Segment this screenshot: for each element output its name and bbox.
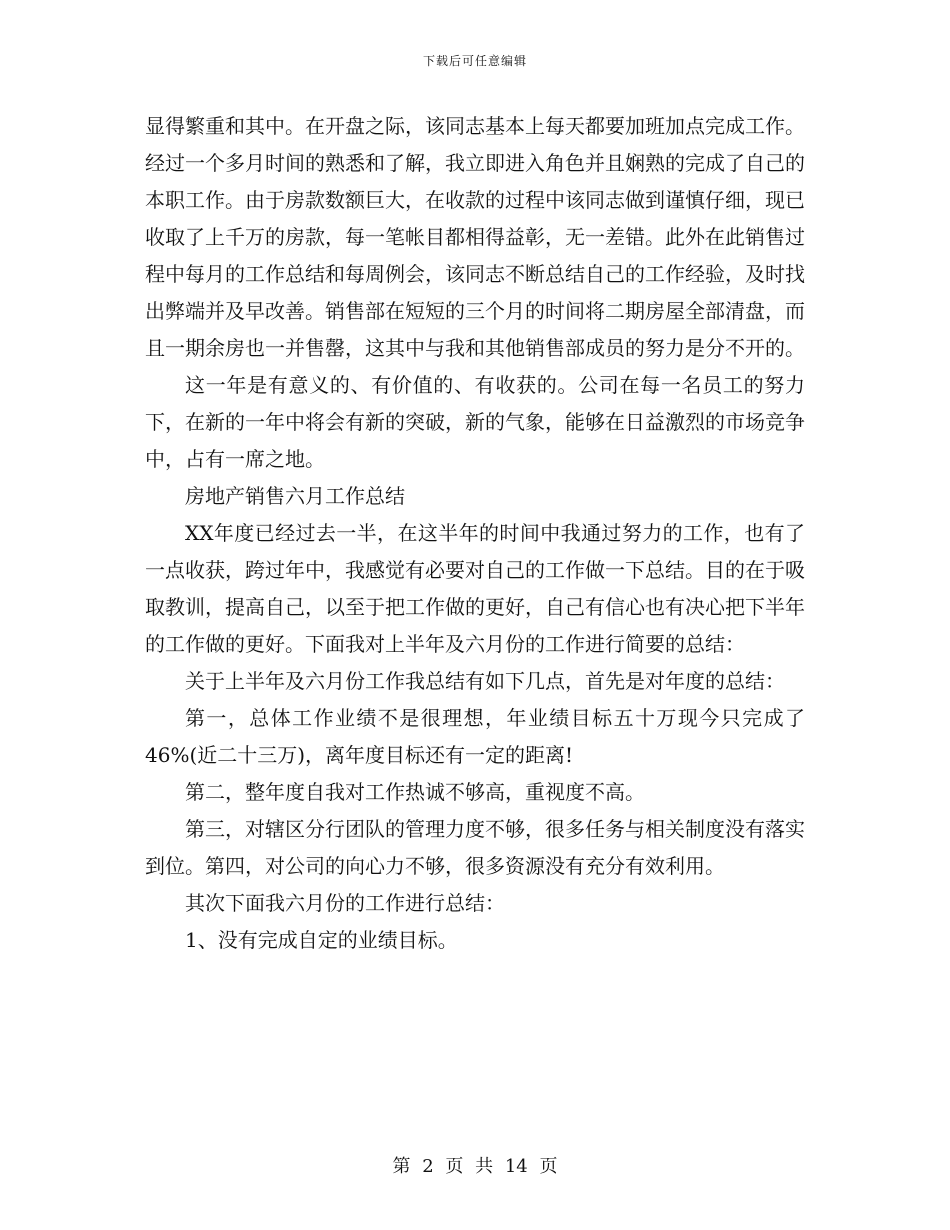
paragraph-year-summary: 这一年是有意义的、有价值的、有收获的。公司在每一名员工的努力下，在新的一年中将会有新的突破，新的气象，能够在日益激烈的市场竞争中，占有一席之地。 xyxy=(145,373,805,471)
paragraph-point-1: 第一，总体工作业绩不是很理想，年业绩目标五十万现今只完成了46%(近二十三万)，离年度目标还有一定的距离! xyxy=(145,706,805,767)
paragraph-intro: XX年度已经过去一半，在这半年的时间中我通过努力的工作，也有了一点收获，跨过年中，我感觉有必要对自己的工作做一下总结。目的在于吸取教训，提高自己，以至于把工作做的更好，自己有信心也有决心把下半年的工作做的更好。下面我对上半年及六月份的工作进行简要的总结： xyxy=(145,521,805,656)
paragraph-point-3-4: 第三，对辖区分行团队的管理力度不够，很多任务与相关制度没有落实到位。第四，对公司的向心力不够，很多资源没有充分有效利用。 xyxy=(145,817,805,878)
document-body xyxy=(145,108,805,959)
paragraph-point-2: 第二，整年度自我对工作热诚不够高，重视度不高。 xyxy=(185,780,645,804)
paragraph-points-intro: 关于上半年及六月份工作我总结有如下几点，首先是对年度的总结： xyxy=(185,669,785,693)
paragraph-june-intro: 其次下面我六月份的工作进行总结： xyxy=(185,891,505,915)
page-number-footer: 第 2 页 共 14 页 xyxy=(392,1156,558,1177)
paragraph-june-item-1: 1、没有完成自定的业绩目标。 xyxy=(185,928,458,952)
page-header-note: 下载后可任意编辑 xyxy=(422,54,527,68)
section-heading: 房地产销售六月工作总结 xyxy=(185,484,405,508)
paragraph-continuation: 显得繁重和其中。在开盘之际，该同志基本上每天都要加班加点完成工作。经过一个多月时间的熟悉和了解，我立即进入角色并且娴熟的完成了自己的本职工作。由于房款数额巨大，在收款的过程中该同志做到谨慎仔细，现已收取了上千万的房款，每一笔帐目都相得益彰，无一差错。此外在此销售过程中每月的工作总结和每周例会，该同志不断总结自己的工作经验，及时找出弊端并及早改善。销售部在短短的三个月的时间将二期房屋全部清盘，而且一期余房也一并售罄，这其中与我和其他销售部成员的努力是分不开的。 xyxy=(145,114,805,360)
